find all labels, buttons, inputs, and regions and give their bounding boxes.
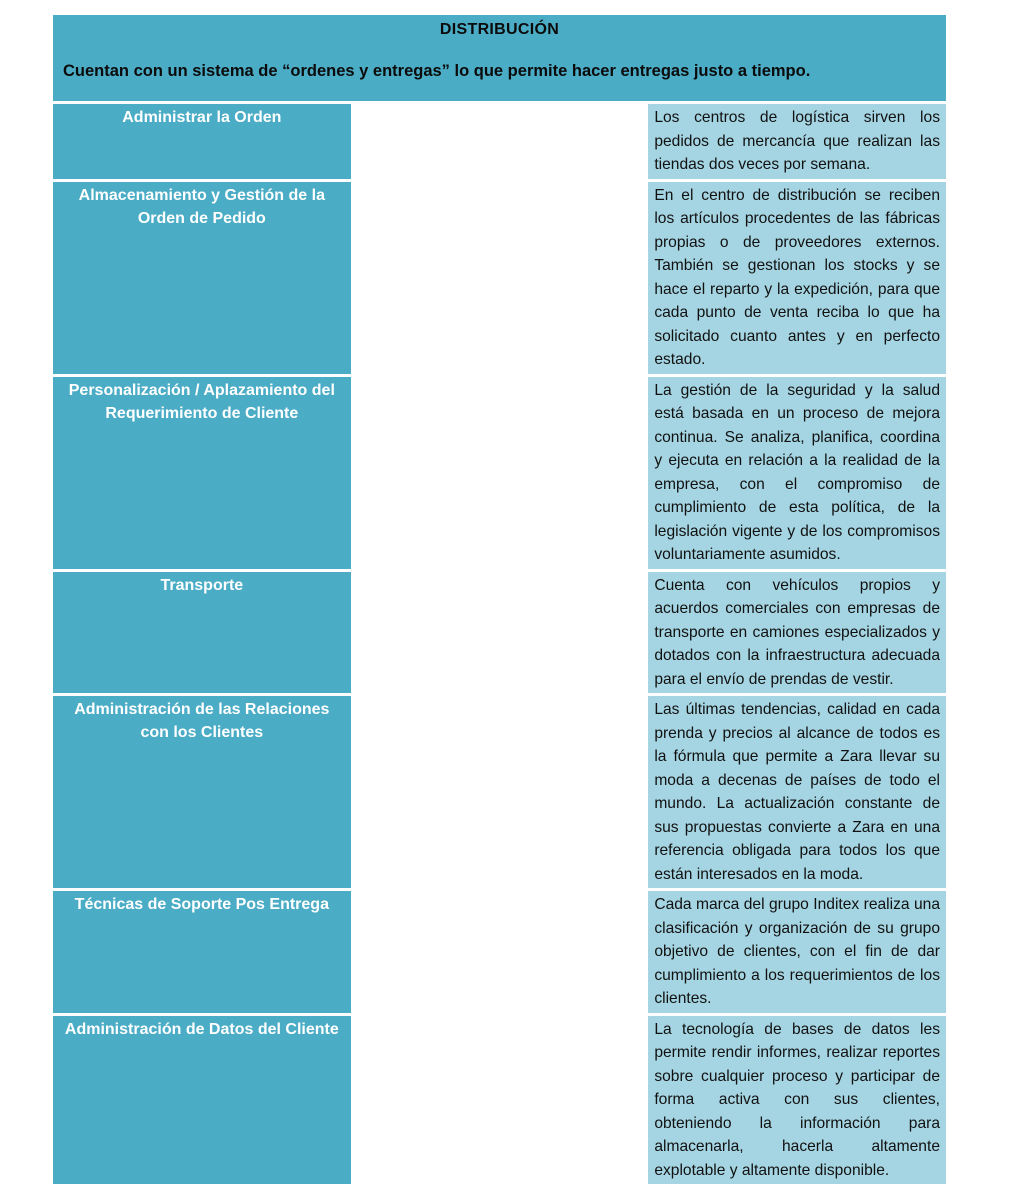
row-description: La gestión de la seguridad y la salud está basada en un proceso de mejora continua. Se analiza, planifica, coordina y ejecuta en relación a la realidad de la empresa, con el compromiso de cumplimiento de esta política, de la legislación vigente y de los compromisos voluntariamente asumidos.	[648, 377, 946, 569]
column-gap	[351, 891, 649, 1013]
column-gap	[351, 377, 649, 569]
table-header-text: Cuentan con un sistema de “ordenes y entregas” lo que permite hacer entregas justo a tiempo.	[63, 62, 811, 80]
table-header-row	[53, 15, 946, 101]
table-row	[53, 104, 946, 179]
column-gap	[351, 182, 649, 374]
row-label: Administración de las Relaciones con los Clientes	[53, 696, 351, 888]
table-row	[53, 1016, 946, 1185]
column-gap	[351, 696, 649, 888]
row-label: Administrar la Orden	[53, 104, 351, 179]
table-row	[53, 696, 946, 888]
row-label: Técnicas de Soporte Pos Entrega	[53, 891, 351, 1013]
table-row	[53, 182, 946, 374]
distribution-table	[53, 12, 946, 1187]
row-label: Personalización / Aplazamiento del Requerimiento de Cliente	[53, 377, 351, 569]
row-description: Los centros de logística sirven los pedidos de mercancía que realizan las tiendas dos veces por semana.	[648, 104, 946, 179]
table-title: DISTRIBUCIÓN	[439, 21, 560, 38]
row-description: Las últimas tendencias, calidad en cada prenda y precios al alcance de todos es la fórmula que permite a Zara llevar su moda a decenas de países de todo el mundo. La actualización constante de sus propuestas convierte a Zara en una referencia obligada para todos los que están interesados en la moda.	[648, 696, 946, 888]
column-gap	[351, 104, 649, 179]
column-gap	[351, 572, 649, 694]
distribution-table-container	[53, 12, 946, 1187]
row-description: Cada marca del grupo Inditex realiza una clasificación y organización de su grupo objetivo de clientes, con el fin de dar cumplimiento a los requerimientos de los clientes.	[648, 891, 946, 1013]
row-description: En el centro de distribución se reciben los artículos procedentes de las fábricas propias o de proveedores externos. También se gestionan los stocks y se hace el reparto y la expedición, para que cada punto de venta reciba lo que ha solicitado cuanto antes y en perfecto estado.	[648, 182, 946, 374]
table-header-cell	[53, 15, 946, 101]
table-row	[53, 572, 946, 694]
table-row	[53, 891, 946, 1013]
row-label: Administración de Datos del Cliente	[53, 1016, 351, 1185]
row-description: Cuenta con vehículos propios y acuerdos comerciales con empresas de transporte en camiones especializados y dotados con la infraestructura adecuada para el envío de prendas de vestir.	[648, 572, 946, 694]
row-description: La tecnología de bases de datos les permite rendir informes, realizar reportes sobre cualquier proceso y participar de forma activa con sus clientes, obteniendo la información para almacenarla, hacerla altamente explotable y altamente disponible.	[648, 1016, 946, 1185]
row-label: Almacenamiento y Gestión de la Orden de Pedido	[53, 182, 351, 374]
column-gap	[351, 1016, 649, 1185]
table-row	[53, 377, 946, 569]
row-label: Transporte	[53, 572, 351, 694]
